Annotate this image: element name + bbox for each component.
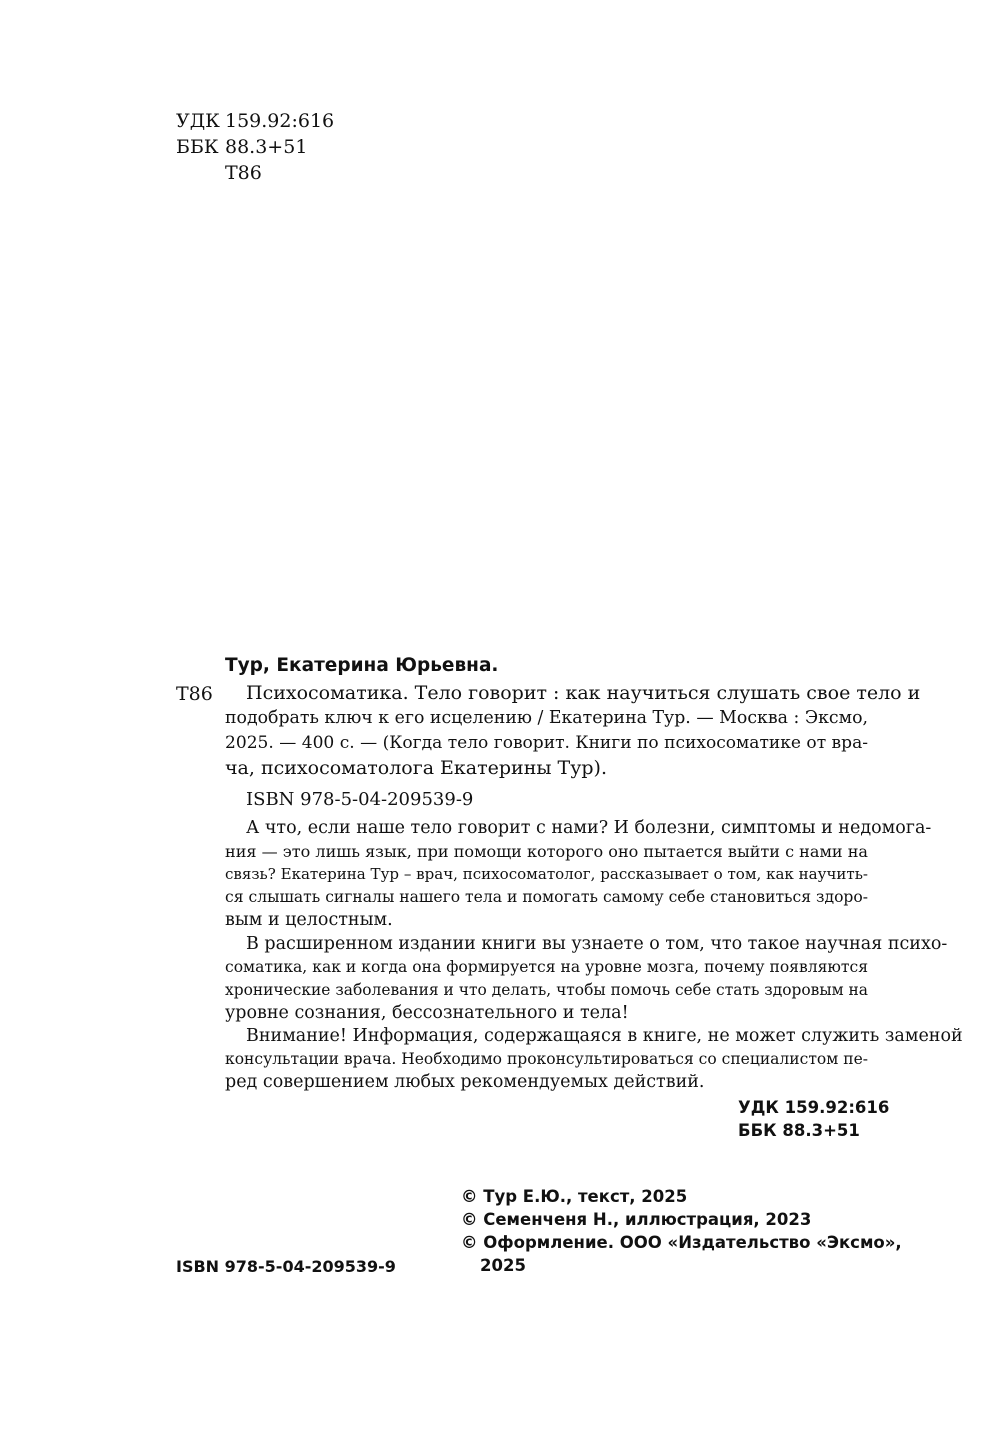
description-line: ча, психосоматолога Екатерины Тур). — [225, 757, 608, 779]
annotation-p1-line: А что, если наше тело говорит с нами? И болезни, симптомы и недомога- — [246, 818, 932, 838]
record-isbn: ISBN 978-5-04-209539-9 — [246, 789, 474, 810]
bottom-isbn: ISBN 978-5-04-209539-9 — [176, 1257, 396, 1276]
bbk-label: ББК — [176, 136, 219, 158]
annotation-p1-line: вым и целостным. — [225, 910, 393, 930]
annotation-p2-line: уровне сознания, бессознательного и тела! — [225, 1003, 629, 1023]
description-line: Психосоматика. Тело говорит : как научиться слушать свое тело и — [246, 682, 921, 704]
copyright-line: 2025 — [480, 1256, 526, 1275]
annotation-p3-line: ред совершением любых рекомендуемых действий. — [225, 1072, 705, 1092]
annotation-p3-line: консультации врача. Необходимо проконсультироваться со специалистом пе- — [225, 1050, 869, 1068]
annotation-p1-line: ния — это лишь язык, при помощи которого оно пытается выйти с нами на — [225, 842, 868, 861]
bbk-code: ББК 88.3+51 — [738, 1121, 860, 1140]
annotation-p2-line: соматика, как и когда она формируется на уровне мозга, почему появляются — [225, 958, 868, 976]
copyright-line: © Семенченя Н., иллюстрация, 2023 — [461, 1210, 812, 1229]
copyright-line: © Оформление. ООО «Издательство «Эксмо», — [461, 1233, 902, 1252]
annotation-p1-line: связь? Екатерина Тур – врач, психосоматолог, рассказывает о том, как научить- — [225, 865, 868, 883]
top-author-sign: Т86 — [225, 162, 262, 184]
udk-label: УДК — [176, 110, 220, 132]
annotation-p3-line: Внимание! Информация, содержащаяся в книге, не может служить заменой — [246, 1026, 963, 1046]
copyright-line: © Тур Е.Ю., текст, 2025 — [461, 1187, 688, 1206]
annotation-p2-line: В расширенном издании книги вы узнаете о том, что такое научная психо- — [246, 934, 948, 954]
author-heading: Тур, Екатерина Юрьевна. — [225, 655, 499, 676]
annotation-p2-line: хронические заболевания и что делать, чтобы помочь себе стать здоровым на — [225, 981, 868, 999]
record-author-sign: Т86 — [176, 683, 213, 705]
bbk-value: 88.3+51 — [225, 136, 308, 158]
udk-code: УДК 159.92:616 — [738, 1098, 890, 1117]
description-line: 2025. — 400 с. — (Когда тело говорит. Книги по психосоматике от вра- — [225, 733, 868, 753]
annotation-p1-line: ся слышать сигналы нашего тела и помогать самому себе становиться здоро- — [225, 888, 868, 906]
description-line: подобрать ключ к его исцелению / Екатерина Тур. — Москва : Эксмо, — [225, 708, 868, 728]
udk-value: 159.92:616 — [225, 110, 335, 132]
